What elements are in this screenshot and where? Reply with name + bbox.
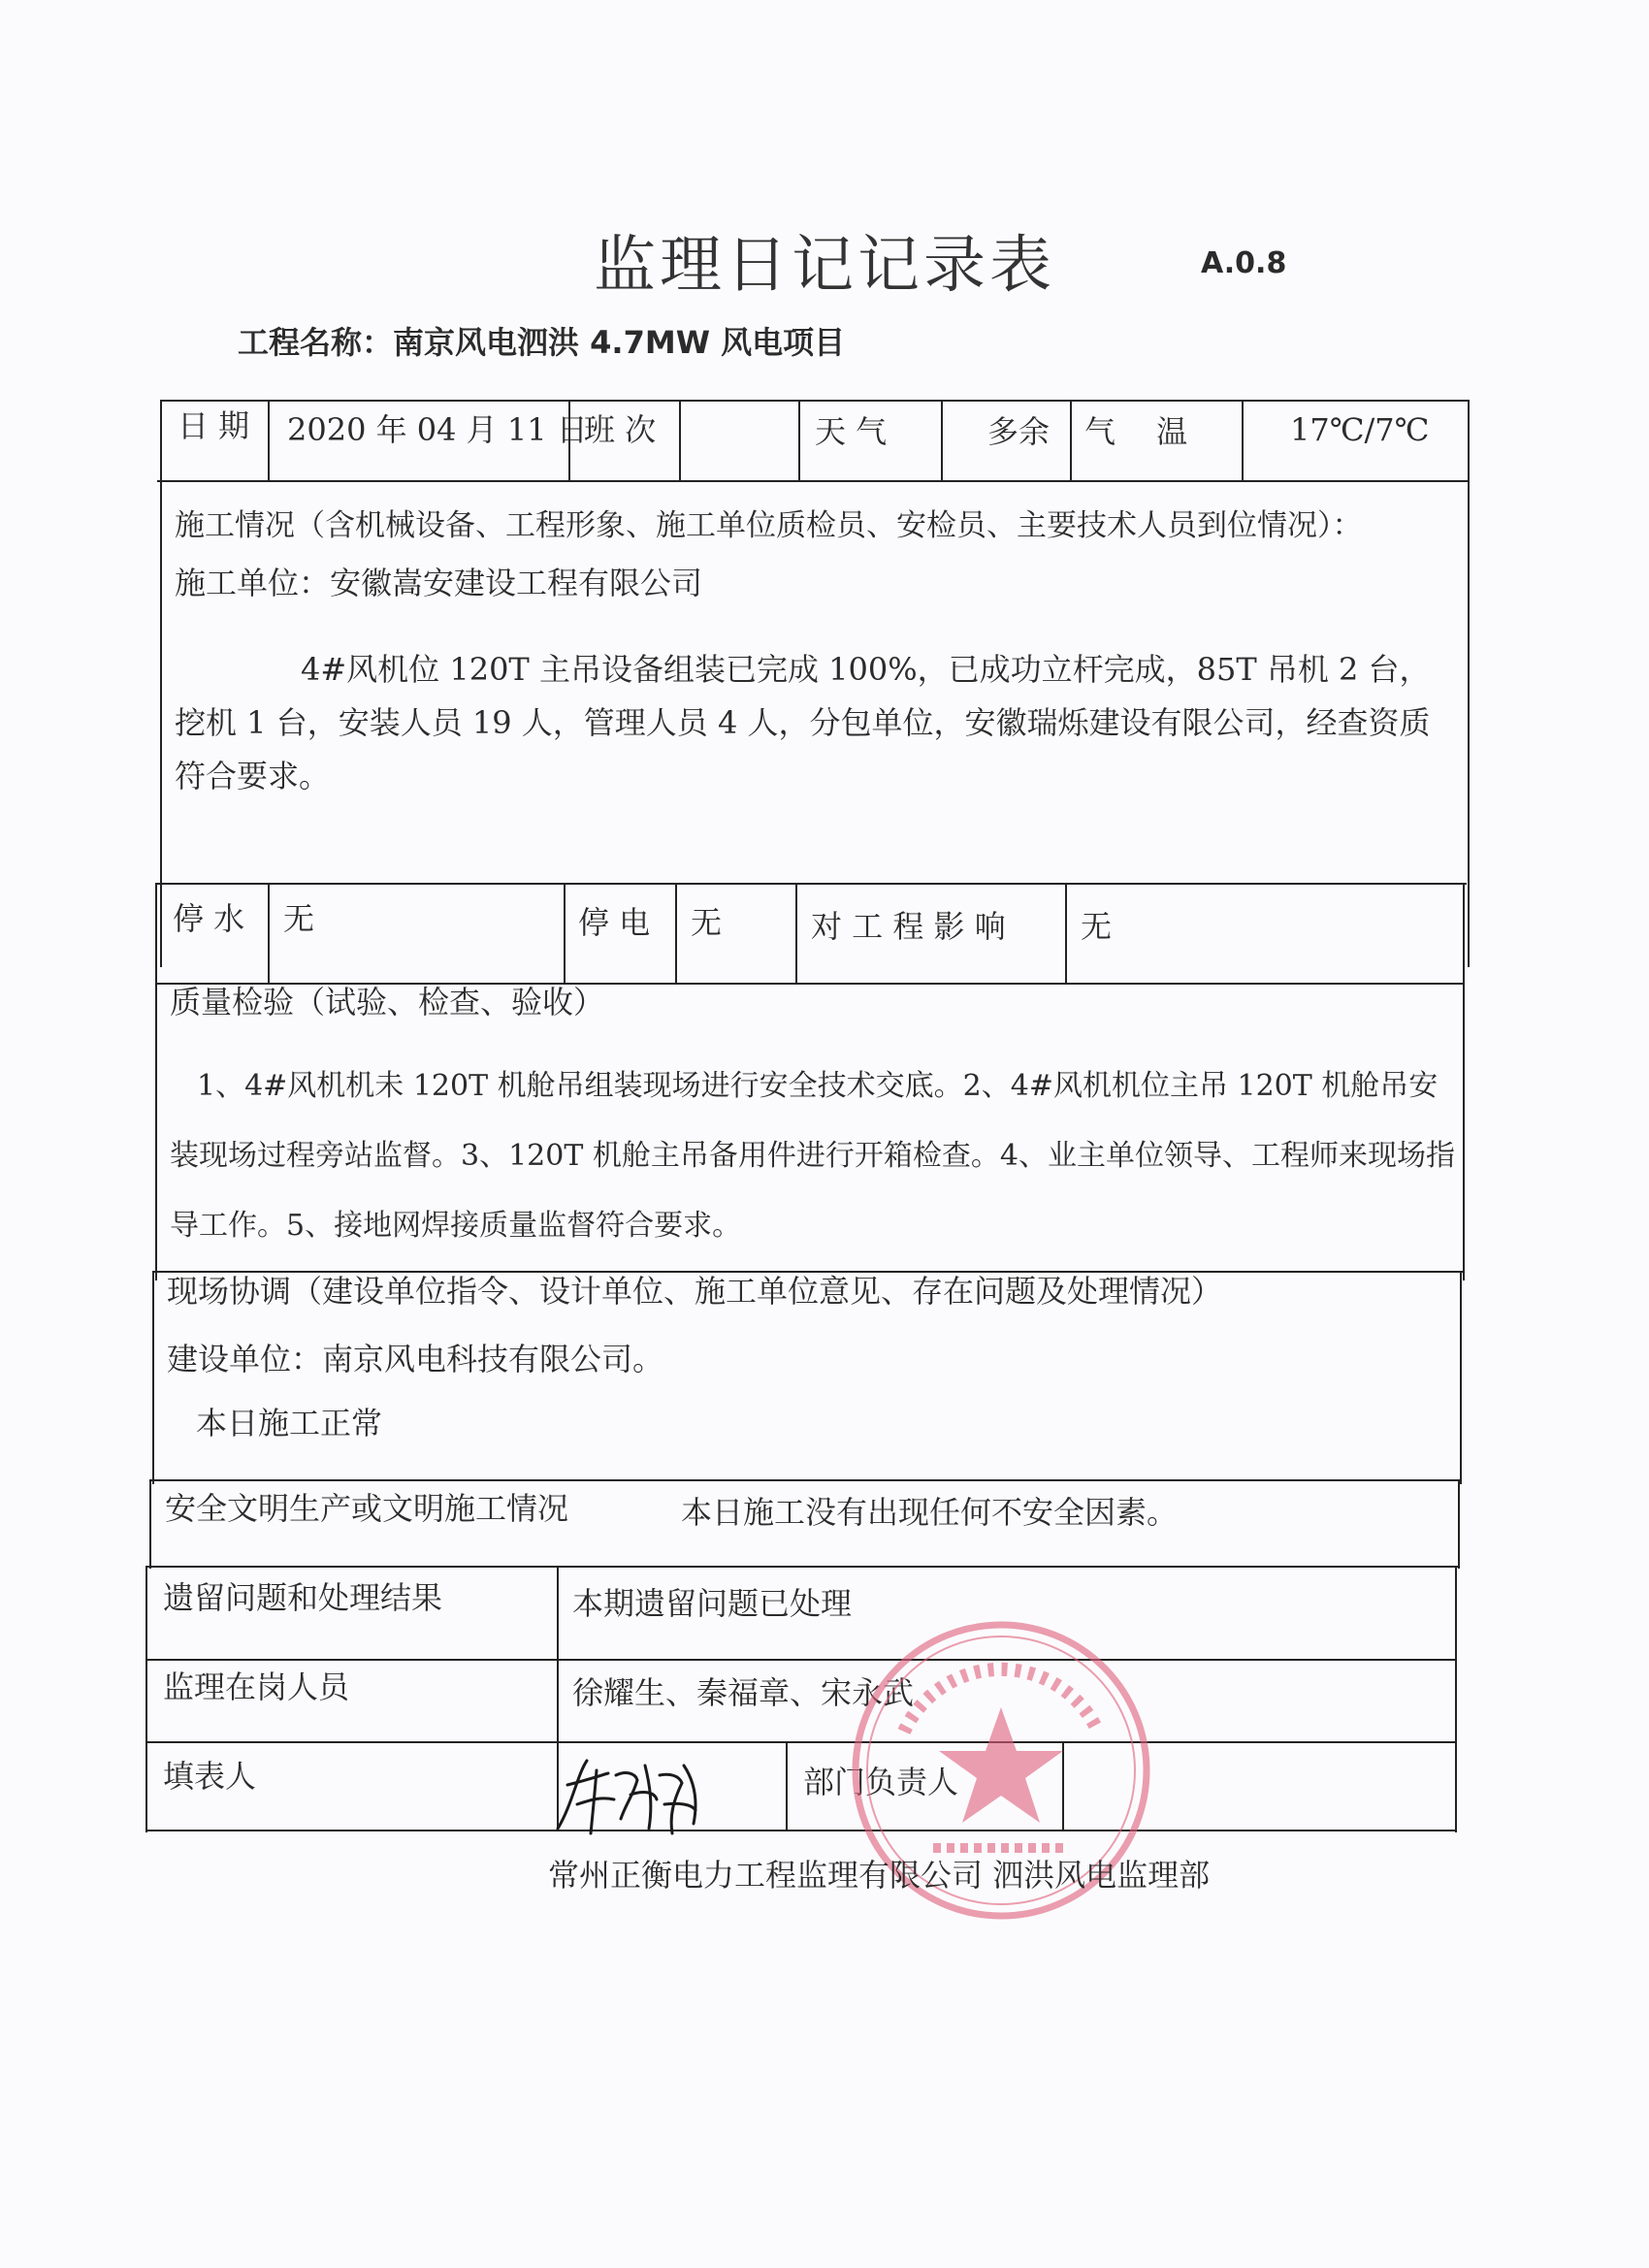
dept-head-label: 部门负责人 (803, 1764, 959, 1800)
construction-unit: 施工单位：安徽嵩安建设工程有限公司 (175, 565, 703, 601)
staff-label: 监理在岗人员 (163, 1669, 350, 1705)
temperature-value: 17℃/7℃ (1290, 411, 1430, 448)
project-value: 南京风电泗洪 4.7MW 风电项目 (393, 324, 846, 361)
impact-value: 无 (1081, 908, 1113, 945)
page-title: 监理日记记录表 (594, 230, 1055, 302)
water-outage-label: 停 水 (173, 900, 245, 937)
power-outage-value: 无 (691, 904, 723, 941)
weather-value: 多余 (987, 413, 1051, 450)
shift-label: 班 次 (584, 411, 657, 448)
safety-label: 安全文明生产或文明施工情况 (165, 1490, 569, 1527)
date-value: 2020 年 04 月 11 日 (287, 411, 588, 448)
power-outage-label: 停 电 (578, 904, 651, 941)
coordination-heading: 现场协调（建设单位指令、设计单位、施工单位意见、存在问题及处理情况） (167, 1273, 1223, 1310)
coordination-note: 本日施工正常 (196, 1405, 383, 1442)
temperature-label: 气 温 (1084, 413, 1188, 450)
quality-heading: 质量检验（试验、检查、验收） (170, 984, 605, 1021)
impact-label: 对 工 程 影 响 (811, 908, 1006, 945)
form-code: A.0.8 (1201, 246, 1287, 280)
issues-value: 本期遗留问题已处理 (572, 1585, 853, 1622)
footer-organization: 常州正衡电力工程监理有限公司 泗洪风电监理部 (548, 1857, 1211, 1894)
date-label: 日 期 (178, 407, 250, 444)
quality-body: 1、4#风机机未 120T 机舱吊组装现场进行安全技术交底。2、4#风机机位主吊 120T 机舱吊安装现场过程旁站监督。3、120T 机舱主吊备用件进行开箱检查。4、业主单位领导、工程师来现场指导工作。5、接地网焊接质量监督符合要求。 (170, 1069, 1455, 1243)
construction-heading: 施工情况（含机械设备、工程形象、施工单位质检员、安检员、主要技术人员到位情况）： (175, 508, 1363, 543)
project-name (238, 318, 845, 363)
project-label: 工程名称： (238, 324, 394, 361)
staff-value: 徐耀生、秦福章、宋永武 (572, 1674, 915, 1711)
construction-body: 4#风机位 120T 主吊设备组装已完成 100%，已成功立杆完成，85T 吊机 2 台，挖机 1 台，安装人员 19 人，管理人员 4 人，分包单位，安徽瑞烁建设有限公司，经查资质符合要求。 (175, 651, 1431, 794)
weather-label: 天 气 (815, 413, 888, 450)
coordination-unit: 建设单位：南京风电科技有限公司。 (167, 1341, 664, 1377)
filler-label: 填表人 (163, 1758, 257, 1795)
safety-value: 本日施工没有出现任何不安全因素。 (681, 1494, 1179, 1531)
issues-label: 遗留问题和处理结果 (163, 1579, 443, 1616)
water-outage-value: 无 (283, 900, 315, 937)
handwritten-signature (548, 1746, 723, 1843)
